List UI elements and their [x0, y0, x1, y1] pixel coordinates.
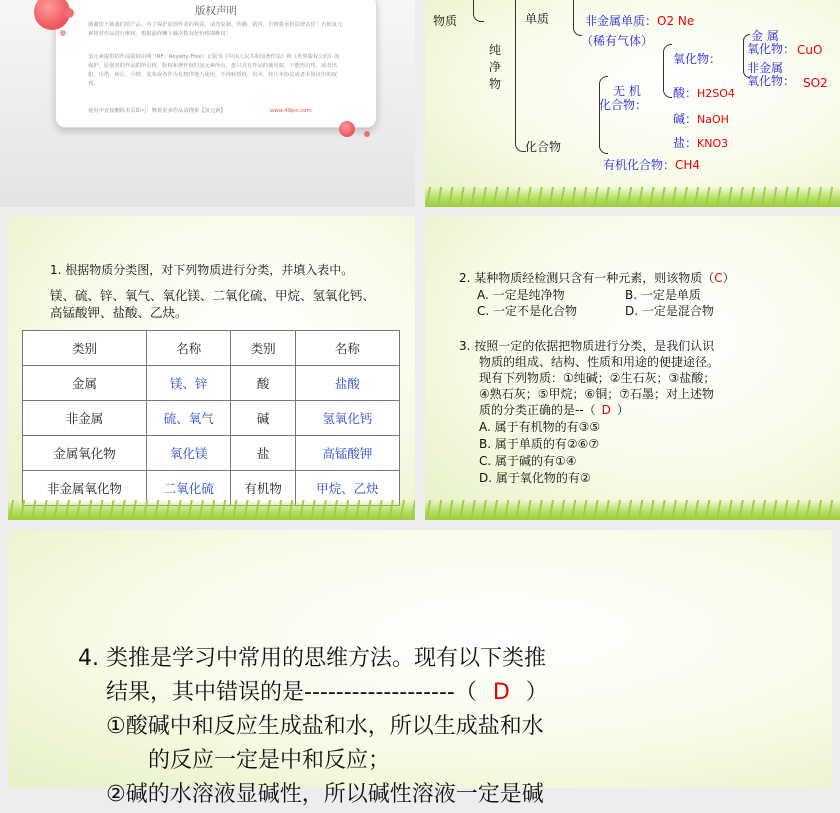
q3-option-a: A. 属于有机物的有③⑤: [479, 420, 601, 434]
grass-decoration: [425, 500, 840, 520]
question-1: 1. 根据物质分类图，对下列物质进行分类，并填入表中。: [50, 263, 354, 277]
grass-decoration: [8, 500, 415, 520]
label-jinshu-yanghuawu: 金 属 氧化物：: [747, 29, 796, 56]
label-jian: 碱：NaOH: [673, 112, 729, 126]
table-cell: 镁、锌: [147, 366, 231, 401]
table-header-cell: 名称: [295, 331, 399, 366]
brace-danzhi: [573, 0, 582, 36]
question-3-line-4: ④熟石灰；⑤甲烷；⑥铜；⑦石墨；对上述物: [479, 387, 715, 401]
label-chunjingwu: 纯 净 物: [489, 43, 502, 91]
table-cell: 碱: [231, 401, 295, 436]
table-cell: 硫、氧气: [147, 401, 231, 436]
slide-questions-2-3: [425, 216, 840, 520]
answer-q2: C: [714, 271, 723, 285]
substances-line-2: 高锰酸钾、盐酸、乙炔。: [50, 305, 188, 320]
label-huahewu: 化合物: [525, 140, 562, 154]
table-cell: 二氧化硫: [147, 471, 231, 506]
question-4-line-4: 的反应一定是中和反应；: [148, 748, 391, 773]
table-cell: 非金属: [23, 401, 147, 436]
table-cell: 酸: [231, 366, 295, 401]
substances-line-1: 镁、硫、锌、氧气、氧化镁、二氧化硫、甲烷、氢氧化钙、: [50, 288, 376, 303]
table-cell: 非金属氧化物: [23, 471, 147, 506]
q3-option-d: D. 属于氧化物的有②: [479, 471, 591, 485]
question-3-line-1: 3. 按照一定的依据把物质进行分类，是我们认识: [459, 339, 715, 353]
table-cell: 甲烷、乙炔: [295, 471, 399, 506]
copyright-title: 版权声明: [195, 5, 237, 17]
label-yanghuawu: 氧化物：: [673, 52, 722, 66]
label-yan: 盐：KNO3: [673, 136, 729, 150]
grass-decoration: [425, 187, 840, 207]
table-header-cell: 类别: [231, 331, 295, 366]
q2-option-a: A. 一定是纯净物: [477, 288, 565, 302]
q3-option-c: C. 属于碱的有①④: [479, 454, 577, 468]
answer-q3: D: [601, 403, 611, 417]
label-suan: 酸：H2SO4: [673, 86, 735, 100]
copyright-paragraph-2: 氢元素提供的作品版权由网（RF：Royalty-Free）正版受《中国人民共和国著作法》和《世界版权公约》的保护，原创者的作品的所有权、版权和著作权归氢元素所有，您只具有作品的使用权，不能再出售，或者出租、出借、转让、分销、发布或者作为礼物供他人使用，不得转授权、出卖、转让本协议或者本协议中的权利。: [88, 54, 340, 87]
table-header-cell: 名称: [147, 331, 231, 366]
label-wuji-huahewu: 无 机 化合物：: [599, 84, 648, 112]
table-cell: 有机物: [231, 471, 295, 506]
label-wuzhi: 物质: [433, 14, 458, 28]
table-row: [23, 366, 400, 401]
classification-table: [22, 330, 400, 506]
question-3-line-2: 物质的组成、结构、性质和用途的便捷途径。: [479, 355, 720, 369]
q3-option-b: B. 属于单质的有②⑥⑦: [479, 437, 600, 451]
question-3-line-5: 质的分类正确的是--（ D ）: [479, 403, 629, 417]
value-so2: SO2: [803, 76, 828, 90]
decor-red-circle-bottom: [339, 121, 355, 137]
answer-q4: D: [492, 680, 510, 705]
question-4-line-3: ①酸碱中和反应生成盐和水，所以生成盐和水: [106, 714, 544, 739]
question-4-line-5: ②碱的水溶液显碱性，所以碱性溶液一定是碱: [106, 782, 544, 807]
value-cuo: CuO: [797, 43, 823, 57]
label-youji-huahewu: 有机化合物：CH4: [603, 158, 701, 172]
question-2: 2. 某种物质经检测只含有一种元素，则该物质（C）: [459, 271, 735, 285]
q2-option-b: B. 一定是单质: [625, 288, 701, 302]
copyright-footer-note: 使用中直接删除本页即可！舞着更多作品请搜索【氢元素】: [88, 108, 226, 114]
copyright-paragraph-1: 感谢您下载我们的产品，为了保护原创作者的利益，请勿复制、传播、销售，否则将承担法律责任！否则氢元素将对作品进行维权，根据最终嘲下载次数双倍价格即维权！: [88, 22, 343, 37]
q2-option-d: D. 一定是混合物: [625, 304, 714, 318]
slide-classification-diagram: [425, 0, 840, 207]
table-row: [23, 436, 400, 471]
table-cell: 金属: [23, 366, 147, 401]
table-cell: 金属氧化物: [23, 436, 147, 471]
label-danzhi: 单质: [525, 12, 550, 26]
decor-red-circle-small: [64, 8, 74, 18]
table-header-cell: 类别: [23, 331, 147, 366]
brace-wujihuahewu: [663, 44, 672, 98]
label-xiyou-qiti: （稀有气体）: [581, 34, 654, 48]
question-4-line-1: 4. 类推是学习中常用的思维方法。现有以下类推: [78, 646, 546, 671]
table-header-row: [23, 331, 400, 366]
table-cell: 氢氧化钙: [295, 401, 399, 436]
decor-red-dot: [60, 30, 66, 36]
slide-question-4: [8, 530, 832, 807]
question-4-line-2: 结果，其中错误的是-------------------（ D ）: [106, 680, 548, 705]
label-feijinshu-yanghuawu: 非金属 氧化物：: [747, 61, 796, 88]
decor-red-dot-bottom: [364, 131, 370, 137]
table-cell: 氧化镁: [147, 436, 231, 471]
slide-copyright: [0, 0, 415, 207]
table-cell: 盐: [231, 436, 295, 471]
table-cell: 盐酸: [295, 366, 399, 401]
question-3-line-3: 现有下列物质：①纯碱；②生石灰；③盐酸；: [479, 371, 716, 385]
table-row: [23, 401, 400, 436]
brace-wuzhi: [473, 0, 484, 22]
q2-option-c: C. 一定不是化合物: [477, 304, 578, 318]
slide-classify-table: [8, 216, 415, 520]
copyright-card: [55, 0, 377, 128]
table-cell: 高锰酸钾: [295, 436, 399, 471]
label-feijinshu-danzhi: 非金属单质：O2 Ne: [585, 14, 695, 28]
copyright-footer-url: www.49pic.com: [270, 108, 312, 114]
